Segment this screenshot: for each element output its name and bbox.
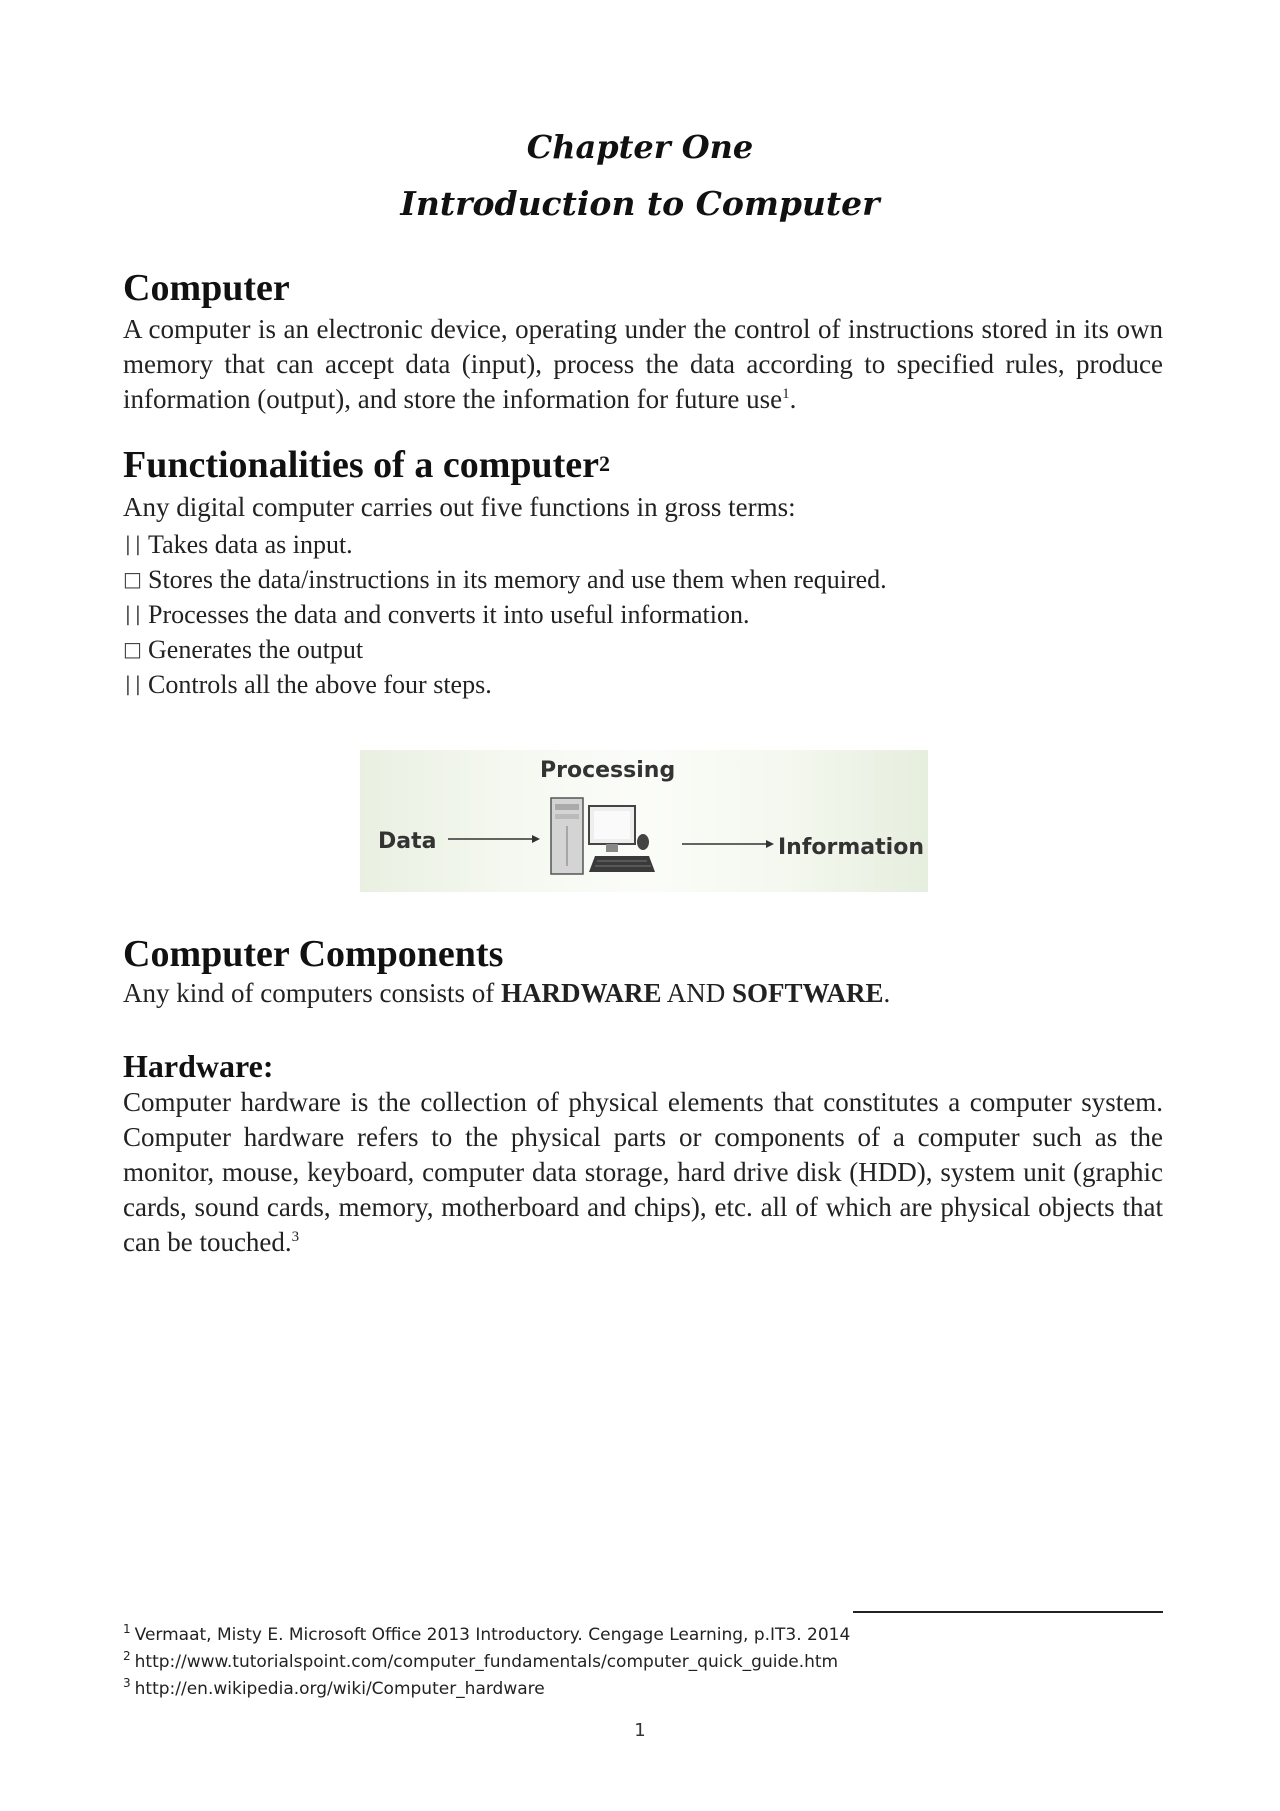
- hardware-emphasis: HARDWARE: [500, 978, 662, 1008]
- list-item: □ Stores the data/instructions in its memory and use them when required.: [123, 562, 887, 597]
- components-paragraph: Any kind of computers consists of HARDWARE AND SOFTWARE.: [123, 978, 891, 1008]
- section-heading-components: Computer Components: [123, 933, 504, 975]
- footnote-ref[interactable]: 3: [291, 1229, 300, 1245]
- list-item: ∣∣ Controls all the above four steps.: [123, 667, 887, 702]
- chapter-title: Chapter One: [526, 128, 754, 166]
- data-processing-figure: [360, 750, 928, 892]
- footnotes: [123, 1622, 850, 1703]
- software-emphasis: SOFTWARE: [732, 978, 884, 1008]
- page-number: 1: [634, 1720, 646, 1741]
- computer-definition-paragraph: A computer is an electronic device, operating under the control of instructions stored in its own memory that can accept data (input), process the data according to specified rules, produce information (output), and store the information for future use$^1$.: [123, 314, 1163, 414]
- chapter-subtitle: Introduction to Computer: [400, 184, 880, 223]
- footnote-item[interactable]: $^2$ http://www.tutorialspoint.com/computer_fundamentals/computer_quick_guide.htm: [123, 1649, 839, 1672]
- footnote-divider: [853, 1611, 1163, 1613]
- arrow-right-icon: [448, 833, 540, 845]
- footnote-ref[interactable]: 1: [782, 386, 790, 402]
- figure-label-data: Data: [378, 829, 437, 854]
- list-item: ∣∣ Processes the data and converts it into useful information.: [123, 597, 887, 632]
- footnote-item[interactable]: $^3$ http://en.wikipedia.org/wiki/Computer_hardware: [123, 1676, 545, 1699]
- list-item: □ Generates the output: [123, 632, 887, 667]
- section-heading-computer: Computer: [123, 267, 290, 309]
- section-heading-functionalities: Functionalities of a computer$^2$: [123, 444, 611, 486]
- footnote-item: $^1$ Vermaat, Misty E. Microsoft Office 2013 Introductory. Cengage Learning, p.IT3. 2014: [123, 1622, 851, 1645]
- functionalities-intro: Any digital computer carries out five functions in gross terms:: [123, 492, 796, 522]
- bullet-glyph: □: [123, 567, 142, 591]
- arrow-right-icon: [682, 838, 774, 850]
- hardware-paragraph: Computer hardware is the collection of physical elements that constitutes a computer system. Computer hardware refers to the physical parts or components of a computer such as the monitor, mouse, keyboard, computer data storage, hard drive disk (HDD), system unit (graphic cards, sound cards, memory, motherboard and chips), etc. all of which are physical objects that can be touched.$^3$: [123, 1087, 1163, 1257]
- figure-label-processing: Processing: [540, 758, 676, 783]
- section-heading-hardware: Hardware:: [123, 1048, 274, 1084]
- list-item: ∣∣ Takes data as input.: [123, 527, 887, 562]
- bullet-glyph: ∣∣: [123, 672, 143, 696]
- footnote-ref[interactable]: 2: [599, 451, 611, 476]
- bullet-glyph: □: [123, 637, 142, 661]
- desktop-computer-icon: [545, 792, 657, 884]
- bullet-glyph: ∣∣: [123, 532, 143, 556]
- figure-label-information: Information: [778, 835, 924, 860]
- bullet-glyph: ∣∣: [123, 602, 143, 626]
- functions-list: [123, 527, 887, 702]
